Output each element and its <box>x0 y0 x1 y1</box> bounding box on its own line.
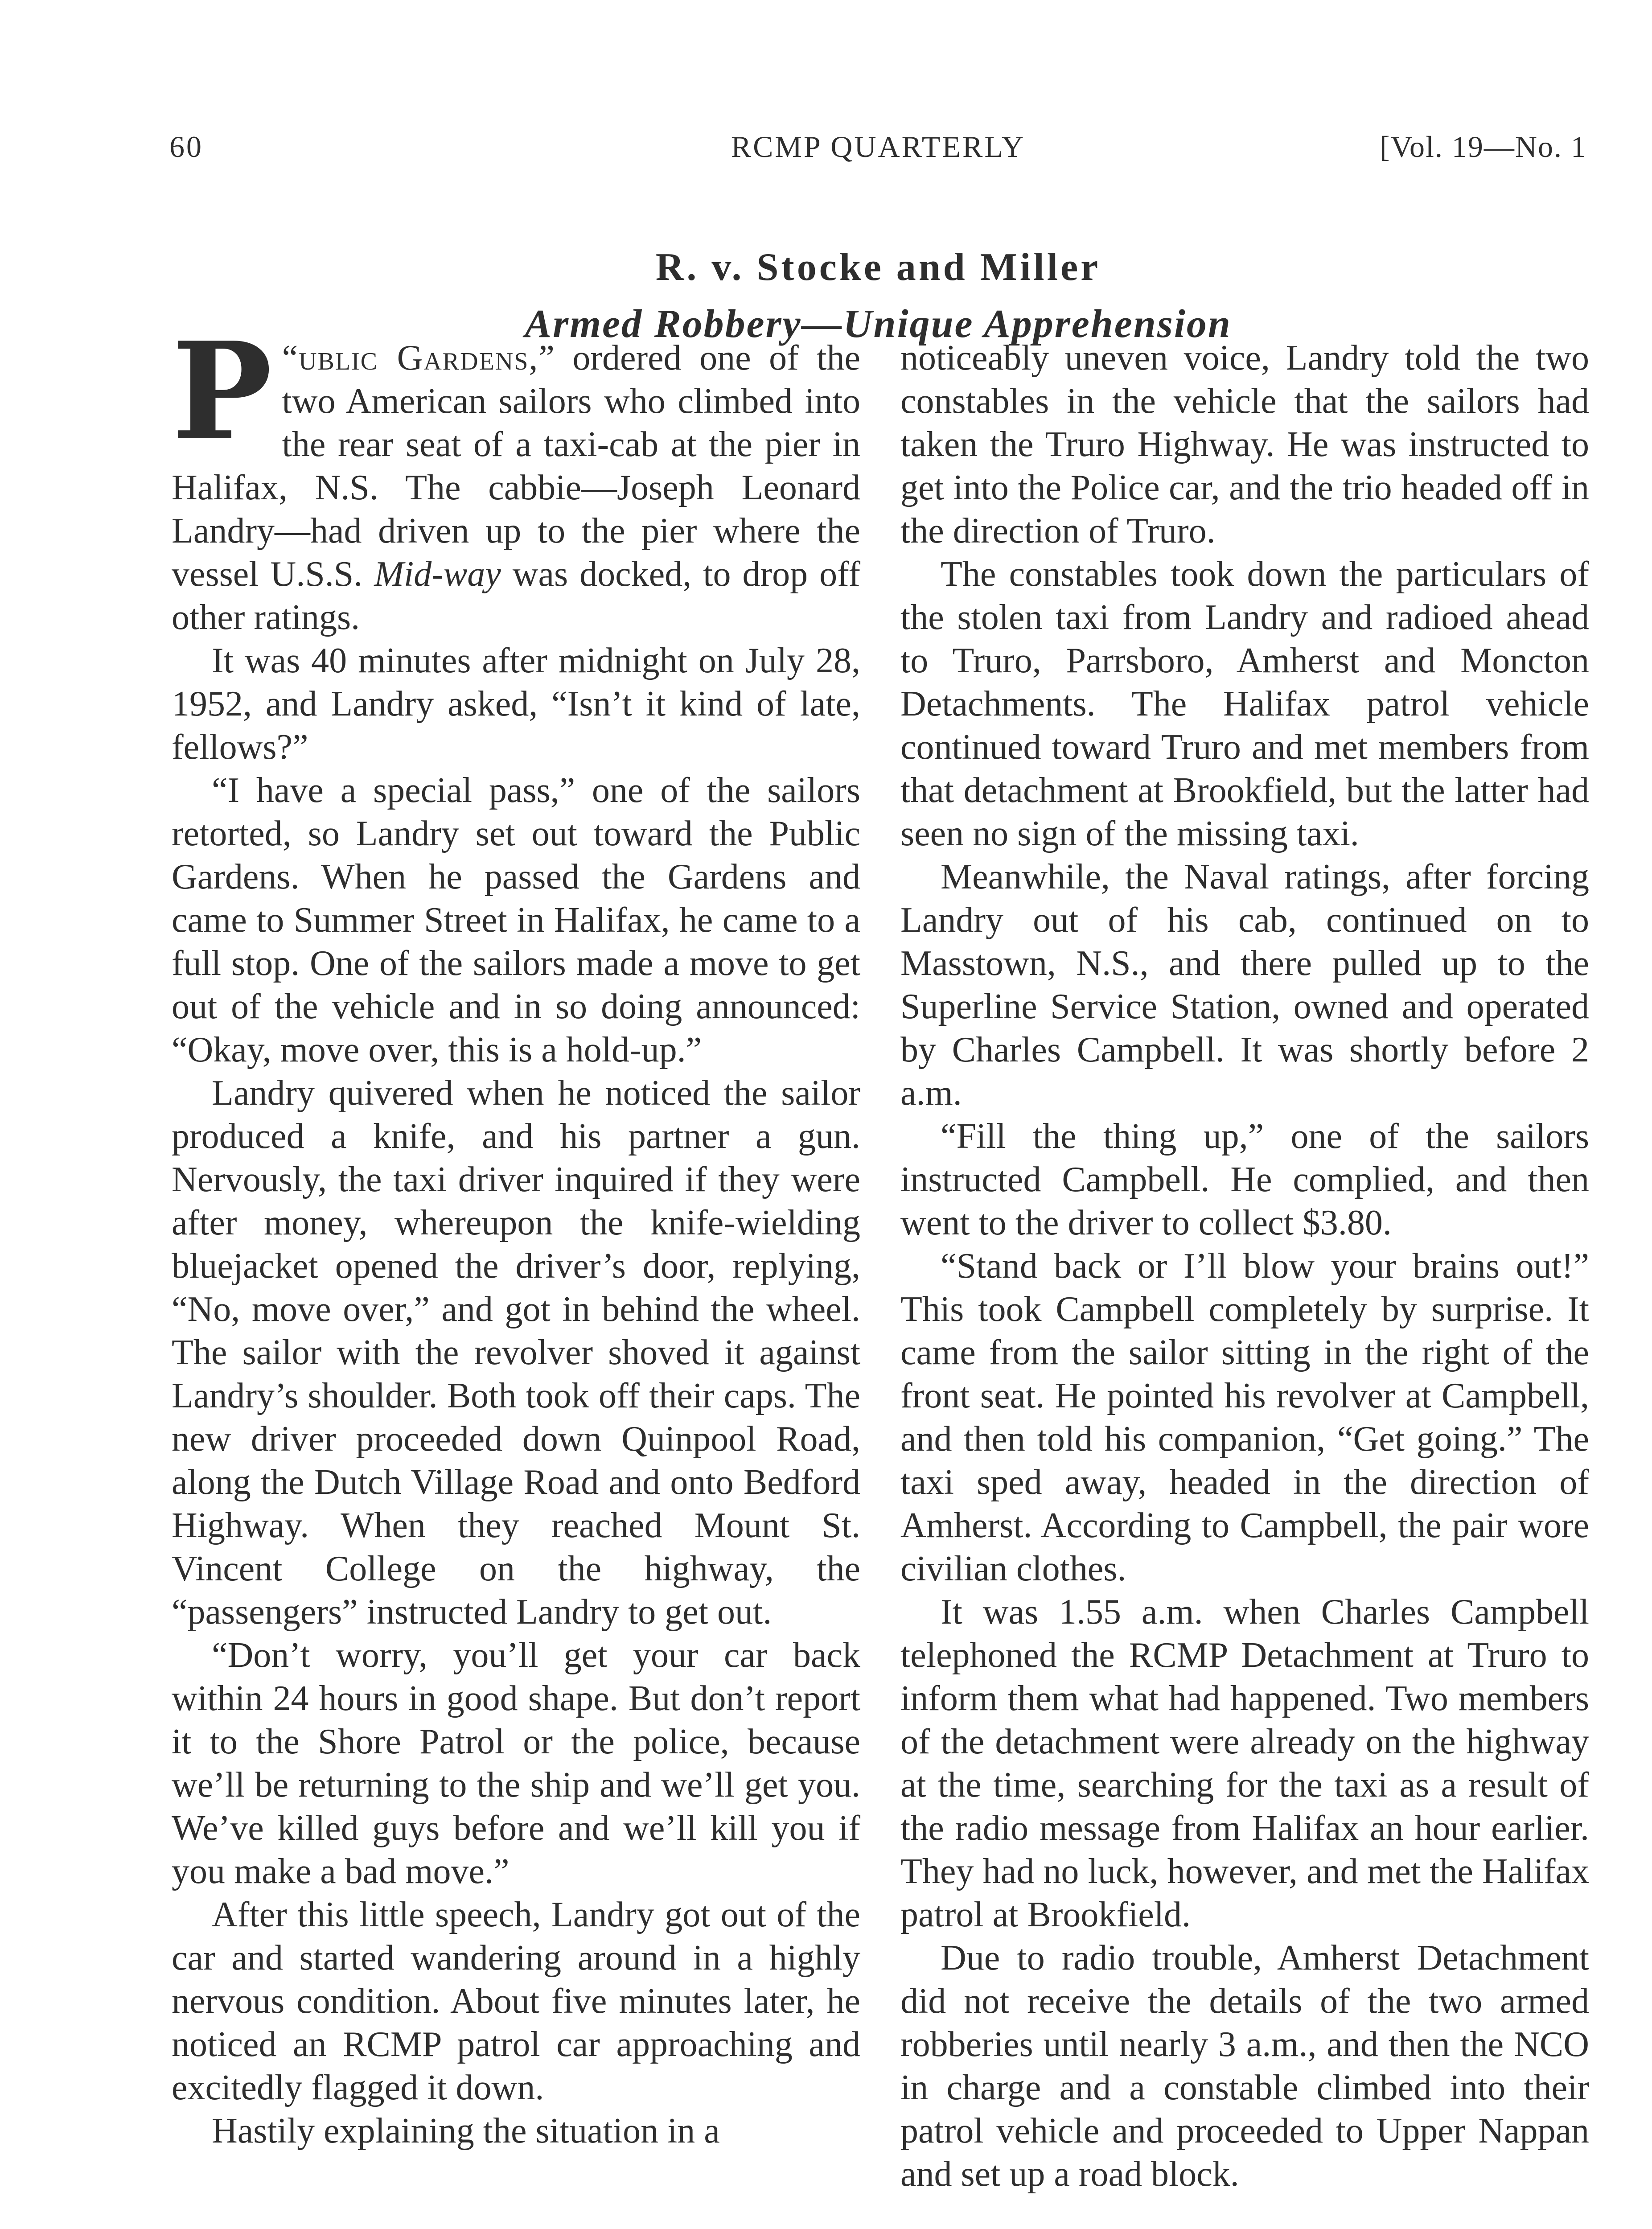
paragraph: noticeably uneven voice, Landry told the two constables in the vehicle that the sailors had taken the Truro Highway. He was instructed to get into the Police car, and the trio headed off in the direction of Truro. <box>900 338 1589 551</box>
paragraph-text: was docked, to drop off other ratings. <box>172 555 860 637</box>
paragraph: The constables took down the particulars of the stolen taxi from Landry and radioed ahead to Truro, Parrsboro, Amherst and Moncton Detachments. The Halifax patrol vehicle continued toward Truro and met members from that detachment at Brookfield, but the latter had seen no sign of the missing taxi. <box>900 555 1589 853</box>
paragraph: “Don’t worry, you’ll get your car back within 24 hours in good shape. But don’t report it to the Shore Patrol or the police, because we’ll be returning to the ship and we’ll get you. We’ve killed guys before and we’ll kill you if you make a bad move.” <box>172 1636 860 1891</box>
volume-issue: [Vol. 19—No. 1 <box>1380 130 1587 164</box>
paragraph: Hastily explaining the situation in a <box>212 2111 720 2151</box>
opening-quote: “ <box>282 338 298 378</box>
journal-name: RCMP QUARTERLY <box>731 130 1026 164</box>
paragraph: After this little speech, Landry got out of the car and started wandering around in a highly nervous condition. About five minutes later, he noticed an RCMP patrol car approaching and excitedly flagged it down. <box>172 1895 860 2107</box>
drop-cap: P <box>172 313 272 470</box>
paragraph <box>172 313 860 639</box>
paragraph: It was 1.55 a.m. when Charles Campbell telephoned the RCMP Detachment at Truro to inform them what had happened. Two members of the detachment were already on the highway at the time, searching for the taxi as a result of the radio message from Halifax an hour earlier. They had no luck, however, and met the Halifax patrol at Brookfield. <box>900 1592 1589 1934</box>
left-column <box>172 313 860 2153</box>
ship-name: Mid-way <box>374 555 501 594</box>
article-subtitle: Armed Robbery—Unique Apprehension <box>525 301 1232 346</box>
paragraph: Due to radio trouble, Amherst Detachment did not receive the details of the two armed robberies until nearly 3 a.m., and then the NCO in charge and a constable climbed into their patrol vehicle and proceeded to Upper Nappan and set up a road block. <box>900 1938 1589 2194</box>
paragraph-text: ” ordered one of the two American sailors who climbed into the rear seat of a taxi-cab at the pier in Halifax, N.S. The cabbie—Joseph Leonard Landry—had driven up to the pier where the vessel U.S.S. <box>172 338 860 594</box>
page-number: 60 <box>169 130 203 164</box>
paragraph: Meanwhile, the Naval ratings, after forcing Landry out of his cab, continued on to Masstown, N.S., and there pulled up to the Superline Service Station, owned and operated by Charles Campbell. It was shortly before 2 a.m. <box>900 857 1589 1113</box>
paragraph: Landry quivered when he noticed the sailor produced a knife, and his partner a gun. Nervously, the taxi driver inquired if they were after money, whereupon the knife-wielding bluejacket opened the driver’s door, replying, “No, move over,” and got in behind the wheel. The sailor with the revolver shoved it against Landry’s shoulder. Both took off their caps. The new driver proceeded down Quinpool Road, along the Dutch Village Road and onto Bedford Highway. When they reached Mount St. Vincent College on the highway, the “passengers” instructed Landry to get out. <box>172 1073 860 1632</box>
paragraph: “I have a special pass,” one of the sailors retorted, so Landry set out toward the Public Gardens. When he passed the Gardens and came to Summer Street in Halifax, he came to a full stop. One of the sailors made a move to get out of the vehicle and in so doing announced: “Okay, move over, this is a hold-up.” <box>172 771 860 1069</box>
right-column <box>900 337 1589 2196</box>
paragraph: “Stand back or I’ll blow your brains out!” This took Campbell completely by surprise. It came from the sailor sitting in the right of the front seat. He pointed his revolver at Campbell, and then told his companion, “Get going.” The taxi sped away, headed in the direction of Amherst. According to Campbell, the pair wore civilian clothes. <box>900 1246 1589 1588</box>
article-title: R. v. Stocke and Miller <box>655 245 1101 289</box>
running-head <box>169 129 1587 178</box>
paragraph: It was 40 minutes after midnight on July 28, 1952, and Landry asked, “Isn’t it kind of late, fellows?” <box>172 641 860 767</box>
paragraph: “Fill the thing up,” one of the sailors instructed Campbell. He complied, and then went to the driver to collect $3.80. <box>900 1117 1589 1242</box>
small-caps-lead: ublic Gardens, <box>299 338 539 378</box>
